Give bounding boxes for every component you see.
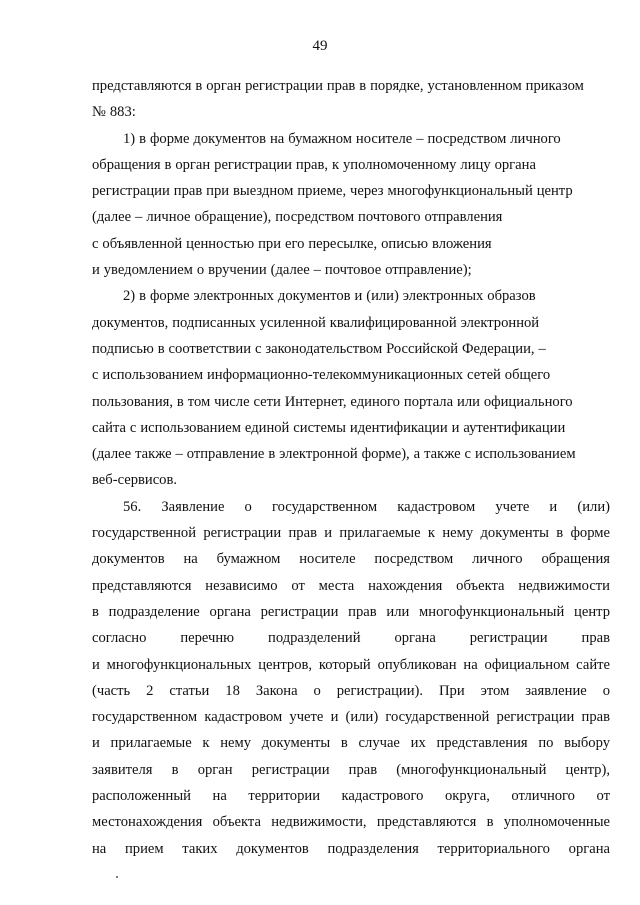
text-line: сайта с использованием единой системы идентификации и аутентификации: [92, 419, 566, 436]
text-line: № 883:: [92, 104, 136, 121]
paragraph-item-1: [92, 126, 610, 284]
paragraph-item-2: [92, 283, 610, 493]
text-line: регистрации прав при выездном приеме, через многофункциональный центр: [92, 183, 573, 200]
text-line: и прилагаемые к нему документы в случае их представления по выбору: [92, 735, 610, 752]
text-line: обращения в орган регистрации прав, к уполномоченному лицу органа: [92, 156, 536, 173]
text-line: на прием таких документов подразделения территориального органа: [92, 840, 610, 857]
text-line: представляются независимо от места нахождения объекта недвижимости: [92, 577, 610, 594]
text-line: согласно перечню подразделений органа регистрации прав: [92, 630, 610, 647]
text-line: местонахождения объекта недвижимости, представляются в уполномоченные: [92, 814, 610, 831]
text-line: и уведомлением о вручении (далее – почтовое отправление);: [92, 262, 472, 279]
text-line: заявителя в орган регистрации прав (многофункциональный центр),: [92, 761, 610, 778]
text-line: веб-сервисов.: [92, 472, 178, 489]
text-line: (далее – личное обращение), посредством почтового отправления: [92, 209, 503, 226]
text-line: документов, подписанных усиленной квалифицированной электронной: [92, 314, 540, 331]
paragraph-continuation: [92, 73, 610, 126]
text-line: государственном кадастровом учете и (или) государственной регистрации прав: [92, 709, 610, 726]
text-line: и многофункциональных центров, который опубликован на официальном сайте: [92, 656, 610, 673]
text-line: (далее также – отправление в электронной форме), а также с использованием: [92, 446, 576, 463]
text-line: (часть 2 статьи 18 Закона о регистрации). При этом заявление о: [92, 682, 610, 699]
text-line: расположенный на территории кадастрового округа, отличного от: [92, 788, 610, 805]
text-line: 2) в форме электронных документов и (или) электронных образов: [123, 288, 536, 305]
text-line: документов на бумажном носителе посредством личного обращения: [92, 551, 610, 568]
text-line: 1) в форме документов на бумажном носителе – посредством личного: [123, 130, 561, 147]
page-number: 49: [312, 38, 328, 54]
text-line: пользования, в том числе сети Интернет, единого портала или официального: [92, 393, 573, 410]
text-line: представляются в орган регистрации прав в порядке, установленном приказом: [92, 78, 584, 94]
paragraph-56: [92, 494, 610, 862]
text-line: с объявленной ценностью при его пересылке, описью вложения: [92, 235, 492, 252]
text-line: государственной регистрации прав и прилагаемые к нему документы в форме: [92, 525, 610, 542]
text-line: с использованием информационно-телекоммуникационных сетей общего: [92, 367, 551, 384]
text-line: подписью в соответствии с законодательством Российской Федерации, –: [92, 340, 546, 357]
text-line: 56. Заявление о государственном кадастровом учете и (или): [123, 498, 610, 515]
scan-speck: [116, 876, 118, 878]
document-body: [92, 73, 610, 862]
text-line: в подразделение органа регистрации прав или многофункциональный центр: [92, 603, 610, 620]
